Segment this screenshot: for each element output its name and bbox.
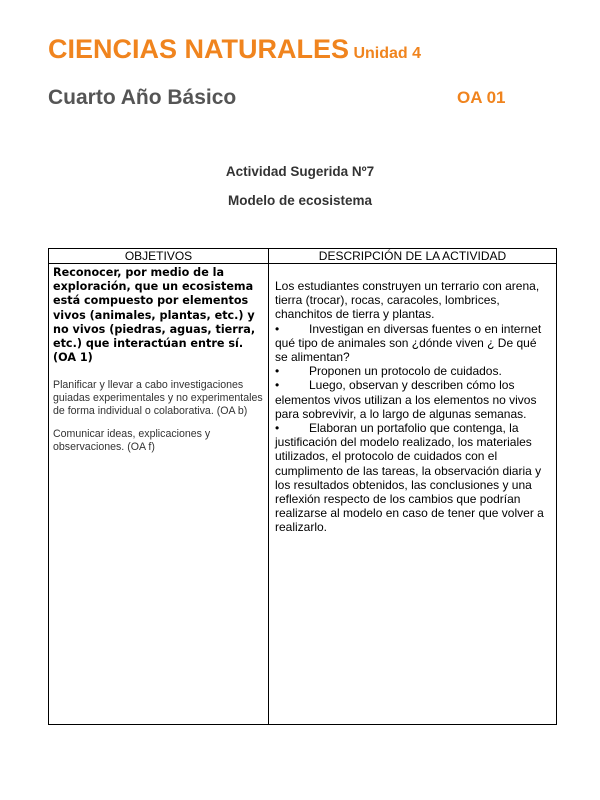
activity-table [48, 248, 557, 725]
bullet: • [275, 378, 280, 393]
objective-2: Planificar y llevar a cabo investigaciones guiadas experimentales y no experimentales de forma individual o colaborativa. (OA b) [53, 379, 263, 418]
list-item [275, 421, 551, 535]
step-text: Luego, observan y describen cómo los elementos vivos utilizan a los elementos no vivos para sobrevivir, a lo largo de algunas semanas. [275, 378, 537, 421]
bullet: • [275, 321, 280, 336]
step-text: Elaboran un portafolio que contenga, la justificación del modelo realizado, los materiales utilizados, el protocolo de cuidados con el cumplimento de las tareas, la observación diaria y los resultados obtenidos, las conclusiones y una reflexión respecto de los cambios que podrían realizarse al modelo en caso de tener que volver a realizarlo. [275, 421, 544, 535]
subject-title: CIENCIAS NATURALES [48, 34, 350, 64]
objective-3: Comunicar ideas, explicaciones y observaciones. (OA f) [53, 428, 211, 454]
grade-label: Cuarto Año Básico [48, 86, 237, 109]
objectives-cell [49, 264, 269, 725]
activity-number: Actividad Sugerida Nº7 [225, 164, 375, 179]
activity-name: Modelo de ecosistema [227, 193, 373, 208]
list-item [275, 364, 551, 378]
description-intro: Los estudiantes construyen un terrario con arena, tierra (trocar), rocas, caracoles, lombrices, chanchitos de tierra y plantas. [275, 279, 540, 322]
page-title [48, 34, 421, 65]
oa-label: OA 01 [457, 88, 506, 107]
table-header-row [49, 249, 557, 264]
description-header: DESCRIPCIÓN DE LA ACTIVIDAD [269, 249, 557, 264]
list-item [275, 378, 551, 421]
list-item [275, 322, 551, 365]
objective-main: Reconocer, por medio de la exploración, que un ecosistema está compuesto por elementos vivos (animales, plantas, etc.) y no vivos (piedras, aguas, tierra, etc.) que interactúan entre sí. (OA 1) [53, 266, 256, 365]
table-row [49, 264, 557, 725]
step-text: Proponen un protocolo de cuidados. [309, 364, 502, 379]
unit-label: Unidad 4 [353, 45, 422, 62]
step-text: Investigan en diversas fuentes o en internet qué tipo de animales son ¿dónde viven ¿ De qué se alimentan? [275, 321, 542, 365]
description-cell [269, 264, 557, 725]
objectives-header: OBJETIVOS [49, 249, 269, 264]
bullet: • [275, 364, 280, 379]
bullet: • [275, 421, 280, 436]
